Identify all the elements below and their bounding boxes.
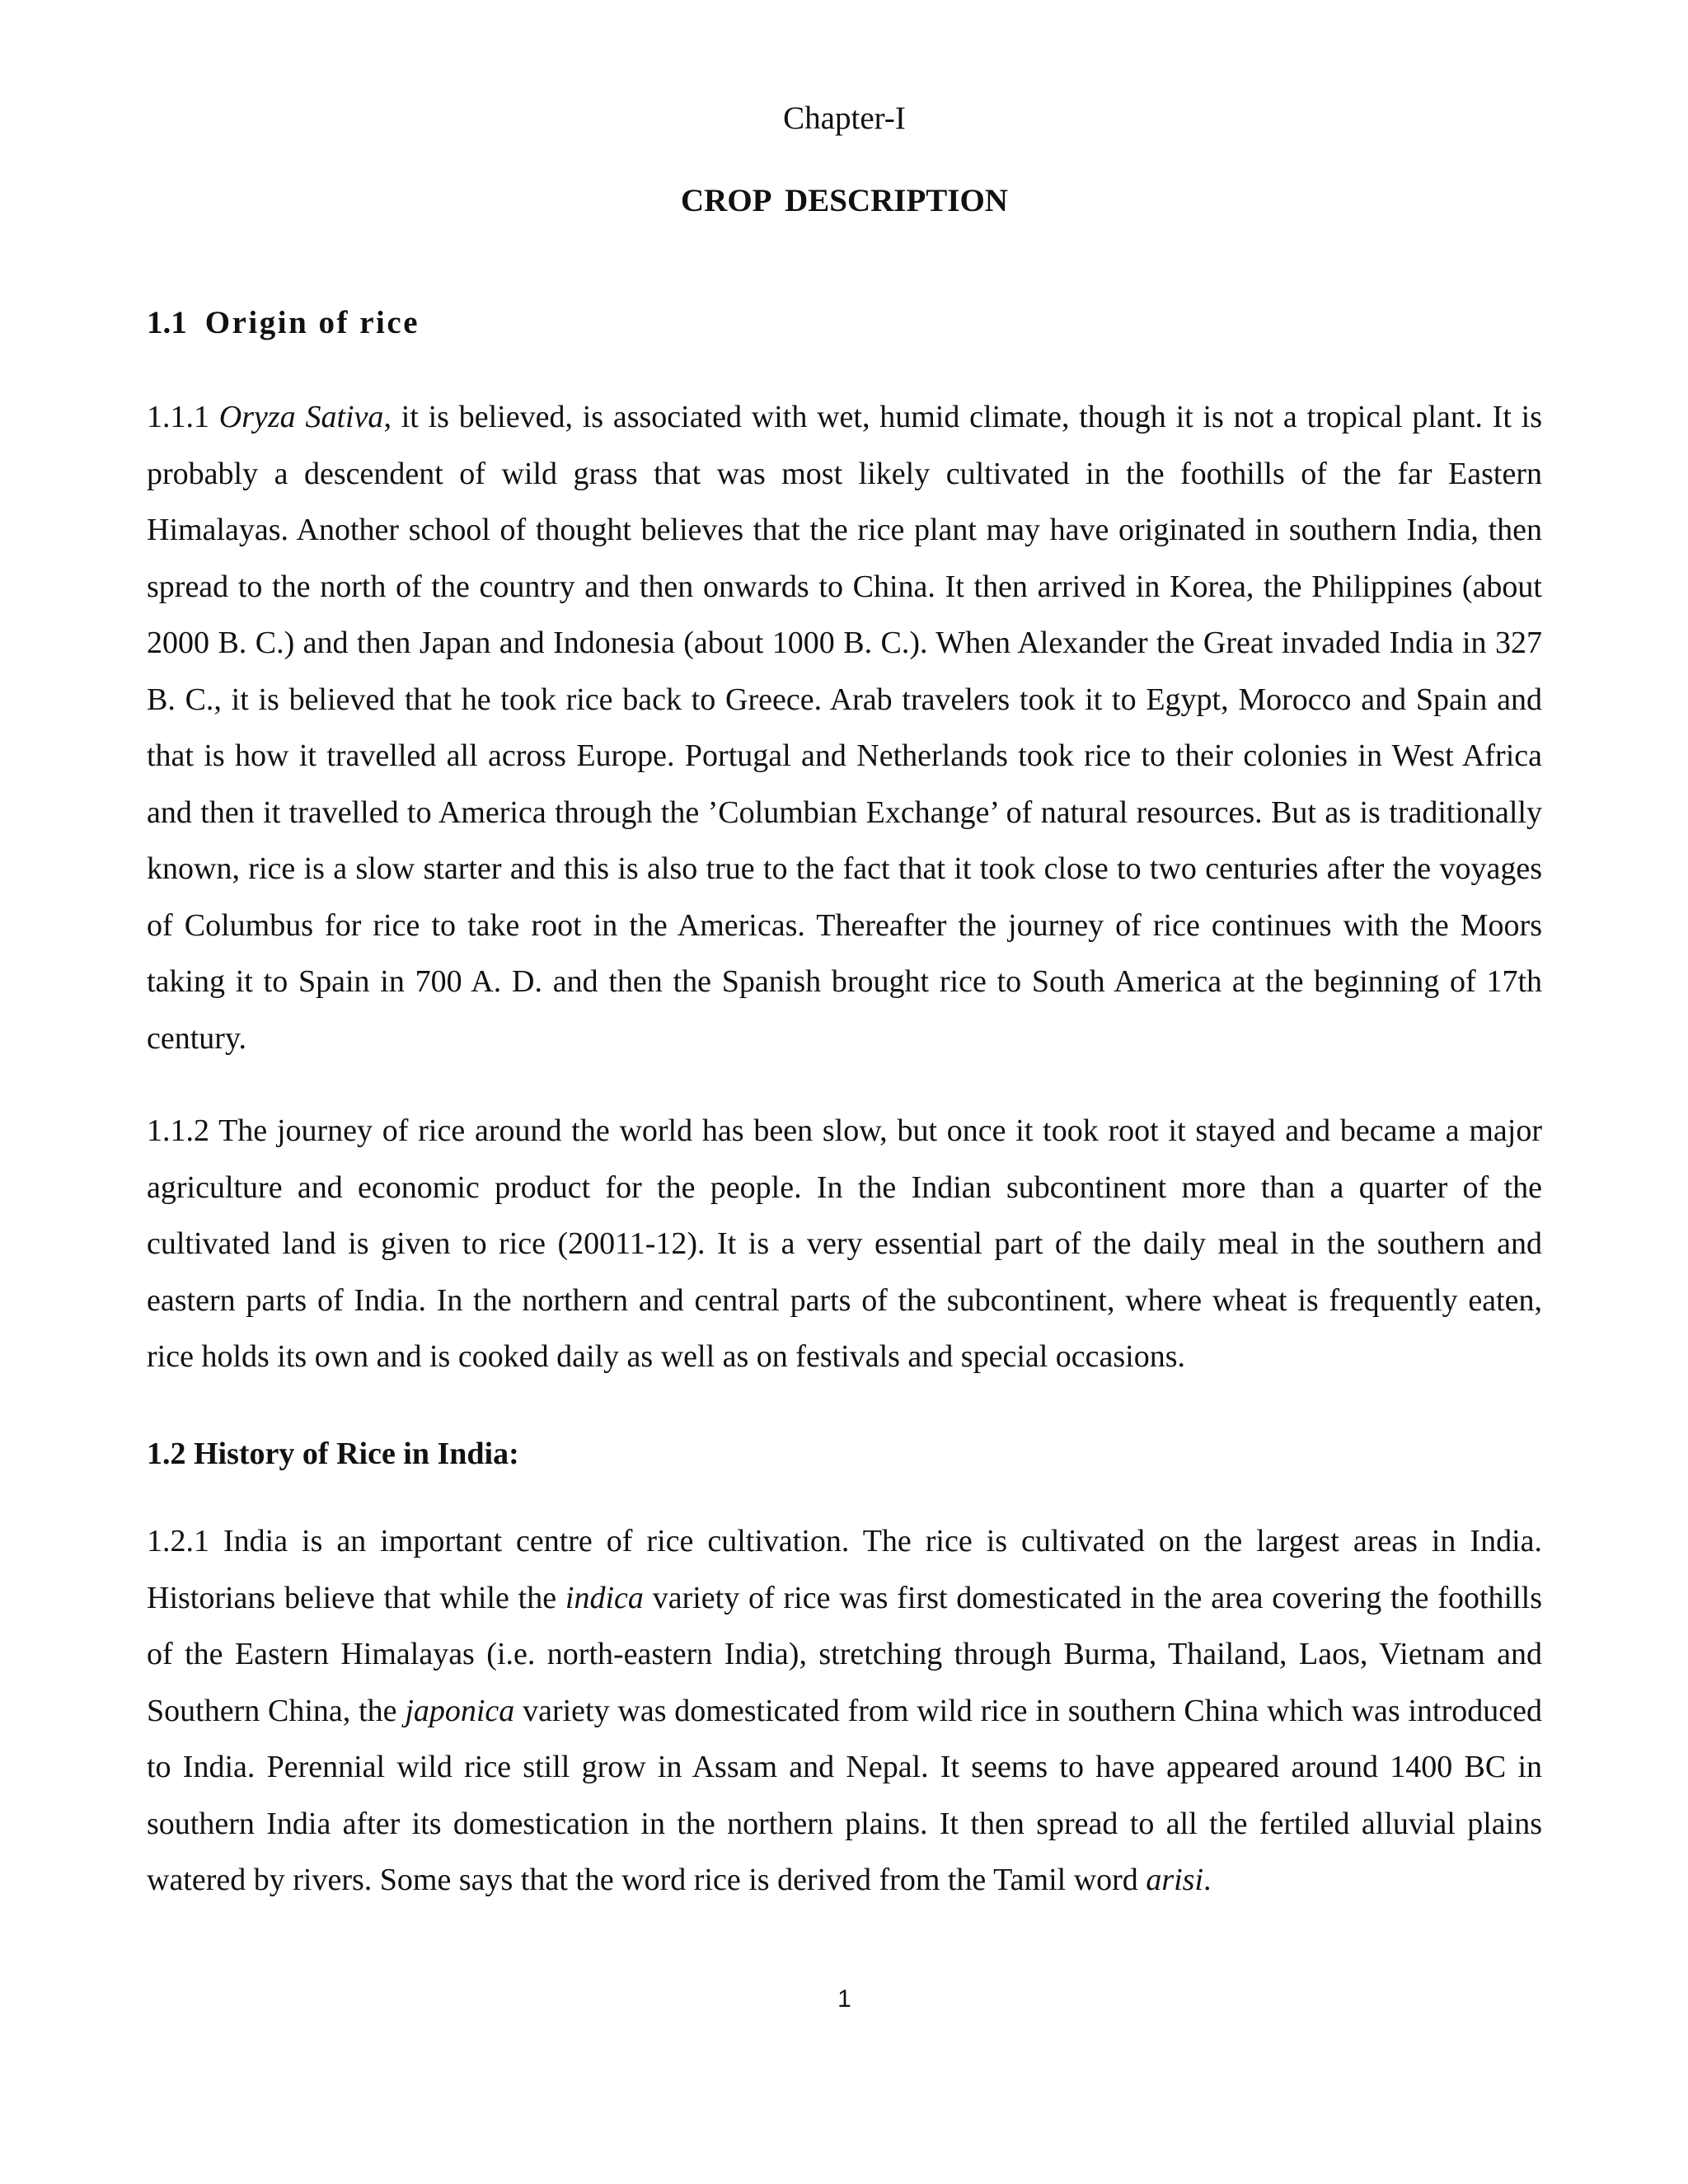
word-arisi: arisi: [1146, 1863, 1204, 1897]
species-name: Oryza Sativa: [218, 400, 384, 434]
paragraph-text-b: variety of rice was first domesticated in the area covering the foothills of the Eastern Himalayas (i.e. north-eastern India), stretching through Burma, Thailand, Laos, Vietnam and Southern China, the: [147, 1580, 1542, 1728]
variety-indica: indica: [565, 1580, 644, 1615]
section-title: Origin of rice: [204, 305, 420, 340]
variety-japonica: japonica: [405, 1693, 515, 1728]
section-heading-history: 1.2 History of Rice in India:: [147, 1436, 519, 1471]
paragraph-text-a: 1.2.1 India is an important centre of rice cultivation. The rice is cultivated on the largest areas in India. Historians believe that while the: [147, 1524, 1542, 1615]
paragraph-number: 1.1.1: [147, 400, 209, 434]
paragraph-1-2-1: [147, 1513, 1542, 1909]
chapter-label: Chapter-I: [783, 101, 906, 136]
section-number: 1.1: [147, 305, 187, 340]
page-title: CROP DESCRIPTION: [681, 183, 1008, 218]
paragraph-text-d: .: [1203, 1863, 1212, 1897]
paragraph-1-1-2: 1.1.2 The journey of rice around the world has been slow, but once it took root it stayed and became a major agriculture and economic product for the people. In the Indian subcontinent more than a quarter of the cultivated land is given to rice (20011-12). It is a very essential part of the daily meal in the southern and eastern parts of India. In the northern and central parts of the subcontinent, where wheat is frequently eaten, rice holds its own and is cooked daily as well as on festivals and special occasions.: [147, 1113, 1542, 1374]
section-heading-origin: [147, 302, 420, 344]
page-number: 1: [837, 1985, 851, 2013]
paragraph-text-c: variety was domesticated from wild rice in southern China which was introduced to India. Perennial wild rice still grow in Assam and Nepal. It seems to have appeared around 1400 BC in southern India after its domestication in the northern plains. It then spread to all the fertiled alluvial plains watered by rivers. Some says that the word rice is derived from the Tamil word: [147, 1693, 1543, 1897]
paragraph-text: , it is believed, is associated with wet, humid climate, though it is not a tropical plant. It is probably a descendent of wild grass that was most likely cultivated in the foothills of the far Eastern Himalayas. Another school of thought believes that the rice plant may have originated in southern India, then spread to the north of the country and then onwards to China. It then arrived in Korea, the Philippines (about 2000 B. C.) and then Japan and Indonesia (about 1000 B. C.). When Alexander the Great invaded India in 327 B. C., it is believed that he took rice back to Greece. Arab travelers took it to Egypt, Morocco and Spain and that is how it travelled all across Europe. Portugal and Netherlands took rice to their colonies in West Africa and then it travelled to America through the ’Columbian Exchange’ of natural resources. But as is traditionally known, rice is a slow starter and this is also true to the fact that it took close to two centuries after the voyages of Columbus for rice to take root in the Americas. Thereafter the journey of rice continues with the Moors taking it to Spain in 700 A. D. and then the Spanish brought rice to South America at the beginning of 17th century.: [147, 400, 1543, 1056]
paragraph-1-1-1: [147, 389, 1542, 1066]
